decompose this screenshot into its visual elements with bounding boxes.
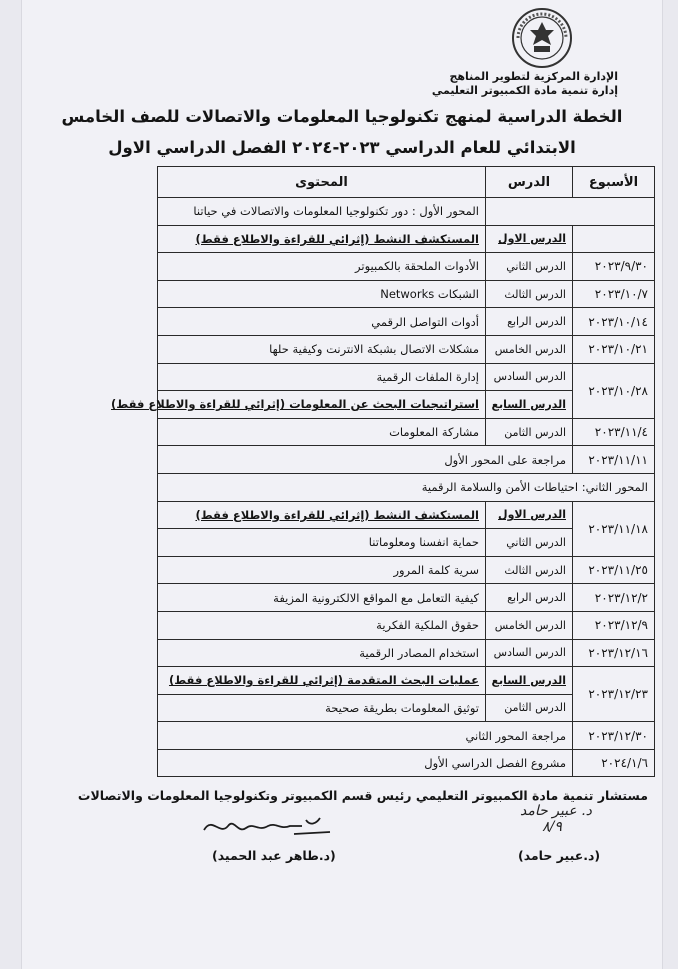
axis-spacer (486, 198, 655, 226)
signature-left-icon (198, 806, 338, 846)
content-cell: سرية كلمة المرور (158, 556, 486, 584)
week-cell: ٢٠٢٣/١٠/٢١ (573, 335, 655, 363)
page-subtitle: الابتدائي للعام الدراسي ٢٠٢٣-٢٠٢٤ الفصل الدراسي الاول (108, 138, 576, 157)
name-right: (د.عبير حامد) (518, 848, 601, 863)
header-lesson: الدرس (486, 167, 573, 198)
table-row (158, 584, 655, 612)
footer-signatories-title: مستشار تنمية مادة الكمبيوتر التعليمي رئيس قسم الكمبيوتر وتكنولوجيا المعلومات والاتصالات (77, 788, 648, 803)
table-row (158, 667, 655, 695)
lesson-cell: الدرس الاول (498, 508, 566, 522)
content-cell: استخدام المصادر الرقمية (158, 639, 486, 667)
table-row (158, 253, 655, 281)
table-row (158, 611, 655, 639)
table-row (158, 556, 655, 584)
content-cell: الأدوات الملحقة بالكمبيوتر (158, 253, 486, 281)
table-row (158, 749, 655, 777)
lesson-cell: الدرس الاول (498, 232, 566, 246)
project-cell: مشروع الفصل الدراسي الأول (158, 749, 573, 777)
review-cell: مراجعة المحور الثاني (158, 722, 573, 750)
content-cell: عمليات البحث المتقدمة (إثرائي للقراءة والاطلاع فقط) (168, 673, 479, 688)
content-cell: المستكشف النشط (إثرائي للقراءة والاطلاع فقط) (195, 507, 479, 522)
study-plan-table (111, 166, 655, 777)
lesson-cell: الدرس السابع (491, 673, 566, 687)
content-cell: مشاركة المعلومات (158, 418, 486, 446)
content-cell: أدوات التواصل الرقمي (158, 308, 486, 336)
week-cell: ٢٠٢٣/١٠/٢٨ (573, 363, 655, 418)
table-row (158, 308, 655, 336)
content-cell: إدارة الملفات الرقمية (158, 363, 486, 391)
axis-row (158, 473, 655, 501)
content-cell: حقوق الملكية الفكرية (158, 611, 486, 639)
week-cell: ٢٠٢٣/٩/٣٠ (573, 253, 655, 281)
review-cell: مراجعة على المحور الأول (158, 446, 573, 474)
week-cell: ٢٠٢٣/١٢/٢ (573, 584, 655, 612)
week-cell: ٢٠٢٤/١/٦ (573, 749, 655, 777)
content-cell: توثيق المعلومات بطريقة صحيحة (158, 694, 486, 722)
lesson-cell: الدرس الثامن (486, 418, 573, 446)
table-row (158, 639, 655, 667)
week-cell (573, 225, 655, 253)
week-cell: ٢٠٢٣/١٢/٢٣ (573, 667, 655, 722)
lesson-cell: الدرس الخامس (486, 335, 573, 363)
department-header (422, 70, 618, 98)
document-page (22, 0, 662, 969)
week-cell: ٢٠٢٣/١١/١١ (573, 446, 655, 474)
content-cell: مشكلات الاتصال بشبكة الانترنت وكيفية حلها (158, 335, 486, 363)
table-row (158, 363, 655, 391)
lesson-cell: الدرس الثاني (486, 253, 573, 281)
lesson-cell: الدرس الثامن (486, 694, 573, 722)
lesson-cell: الدرس الثاني (486, 529, 573, 557)
table-row (158, 446, 655, 474)
axis-1-title: المحور الأول : دور تكنولوجيا المعلومات والاتصالات في حياتنا (158, 198, 486, 226)
signature-right-name: د. عبير حامد (520, 803, 592, 819)
content-cell: حماية انفسنا ومعلوماتنا (158, 529, 486, 557)
lesson-cell: الدرس السابع (491, 397, 566, 411)
table-row (158, 418, 655, 446)
signature-right (520, 803, 592, 835)
week-cell: ٢٠٢٣/١٠/٧ (573, 280, 655, 308)
table-row (158, 225, 655, 253)
header-week: الأسبوع (573, 167, 655, 198)
lesson-cell: الدرس الرابع (486, 584, 573, 612)
week-cell: ٢٠٢٣/١٠/١٤ (573, 308, 655, 336)
lesson-cell: الدرس الثالث (486, 280, 573, 308)
content-cell: كيفية التعامل مع المواقع الالكترونية المزيفة (158, 584, 486, 612)
table-row (158, 501, 655, 529)
week-cell: ٢٠٢٣/١١/٢٥ (573, 556, 655, 584)
week-cell: ٢٠٢٣/١١/٤ (573, 418, 655, 446)
lesson-cell: الدرس الرابع (486, 308, 573, 336)
header-line-1: الإدارة المركزية لتطوير المناهج (449, 70, 618, 83)
name-left: (د.طاهر عبد الحميد) (212, 848, 336, 863)
axis-2-title: المحور الثاني: احتياطات الأمن والسلامة الرقمية (158, 473, 655, 501)
content-cell: استراتيجيات البحث عن المعلومات (إثرائي للقراءة والاطلاع فقط) (111, 397, 479, 412)
page-title: الخطة الدراسية لمنهج تكنولوجيا المعلومات والاتصالات للصف الخامس (61, 107, 623, 126)
week-cell: ٢٠٢٣/١٢/٩ (573, 611, 655, 639)
table-header-row (158, 167, 655, 198)
content-cell: الشبكات Networks (158, 280, 486, 308)
lesson-cell: الدرس الخامس (486, 611, 573, 639)
week-cell: ٢٠٢٣/١٢/٣٠ (573, 722, 655, 750)
header-line-2: إدارة تنمية مادة الكمبيوتر التعليمي (431, 84, 618, 97)
table-row (158, 280, 655, 308)
week-cell: ٢٠٢٣/١٢/١٦ (573, 639, 655, 667)
signature-date: ٨/٩ (542, 819, 562, 835)
header-content: المحتوى (158, 167, 486, 198)
axis-row (158, 198, 655, 226)
week-cell: ٢٠٢٣/١١/١٨ (573, 501, 655, 556)
content-cell: المستكشف النشط (إثرائي للقراءة والاطلاع فقط) (195, 231, 479, 246)
lesson-cell: الدرس السادس (486, 639, 573, 667)
ministry-seal-icon (510, 6, 574, 70)
table-row (158, 722, 655, 750)
lesson-cell: الدرس السادس (486, 363, 573, 391)
lesson-cell: الدرس الثالث (486, 556, 573, 584)
table-row (158, 335, 655, 363)
